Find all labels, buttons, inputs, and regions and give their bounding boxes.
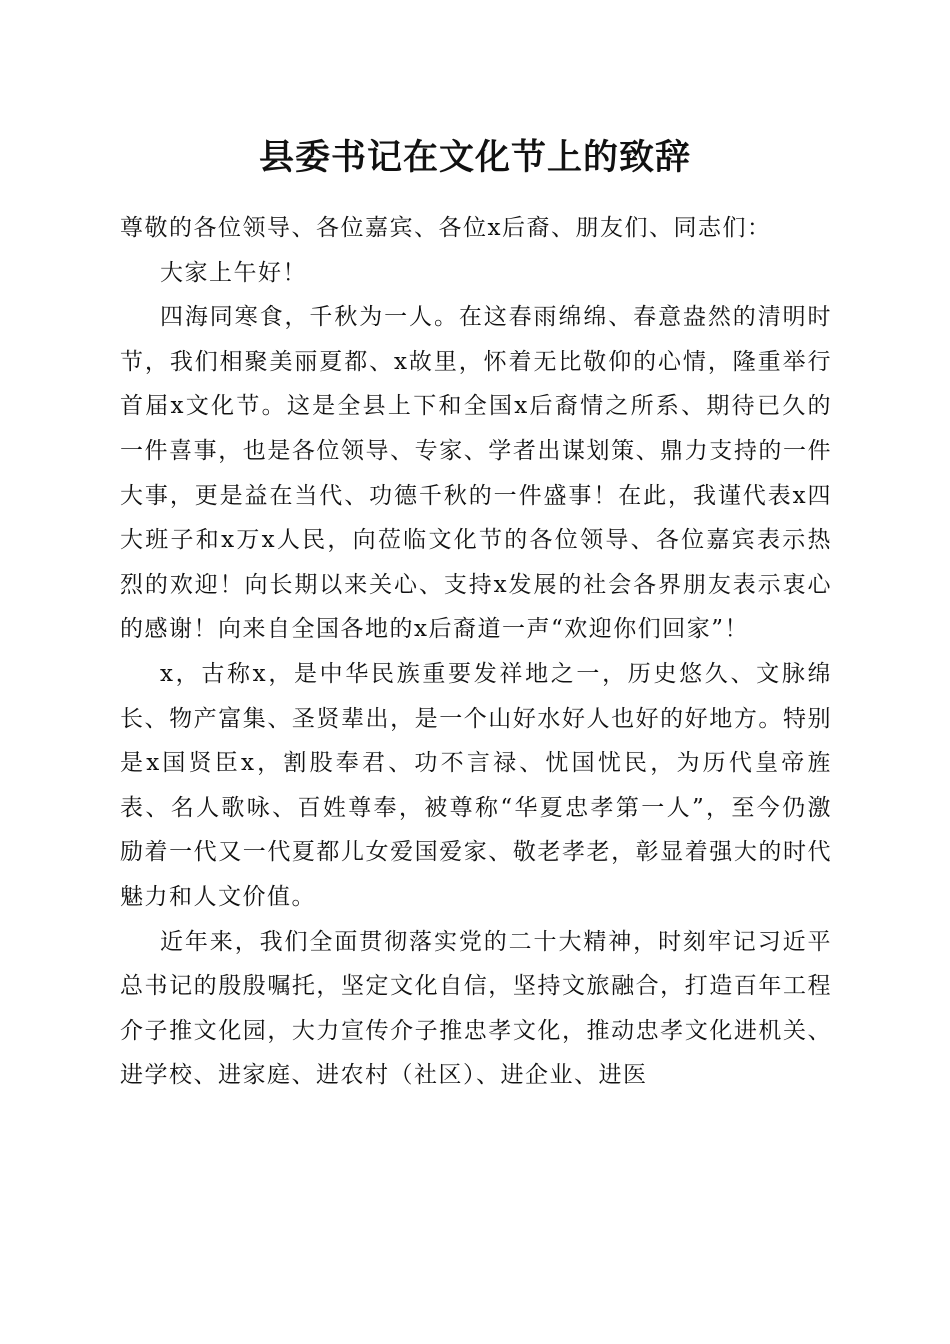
salutation: 尊敬的各位领导、各位嘉宾、各位x后裔、朋友们、同志们： <box>120 215 772 241</box>
paragraph-3: 近年来，我们全面贯彻落实党的二十大精神，时刻牢记习近平总书记的殷殷嘱托，坚定文化自信，坚持文旅融合，打造百年工程介子推文化园，大力宣传介子推忠孝文化，推动忠孝文化进机关、进学校、进家庭、进农村（社区）、进企业、进医 <box>120 928 832 1089</box>
paragraph-2: x，古称x，是中华民族重要发祥地之一，历史悠久、文脉绵长、物产富集、圣贤辈出，是一个山好水好人也好的好地方。特别是x国贤臣x，割股奉君、功不言禄、忧国忧民，为历代皇帝旌表、名人歌咏、百姓尊奉，被尊称“华夏忠孝第一人”，至今仍激励着一代又一代夏都儿女爱国爱家、敬老孝老，彰显着强大的时代魅力和人文价值。 <box>120 660 832 910</box>
paragraph-1: 四海同寒食，千秋为一人。在这春雨绵绵、春意盎然的清明时节，我们相聚美丽夏都、x故里，怀着无比敬仰的心情，隆重举行首届x文化节。这是全县上下和全国x后裔情之所系、期待已久的一件喜事，也是各位领导、专家、学者出谋划策、鼎力支持的一件大事，更是益在当代、功德千秋的一件盛事！在此，我谨代表x四大班子和x万x人民，向莅临文化节的各位领导、各位嘉宾表示热烈的欢迎！向长期以来关心、支持x发展的社会各界朋友表示衷心的感谢！向来自全国各地的x后裔道一声“欢迎你们回家”！ <box>120 304 832 643</box>
greeting: 大家上午好！ <box>160 259 307 286</box>
document-title: 县委书记在文化节上的致辞 <box>258 137 691 178</box>
document-body <box>120 206 832 1098</box>
